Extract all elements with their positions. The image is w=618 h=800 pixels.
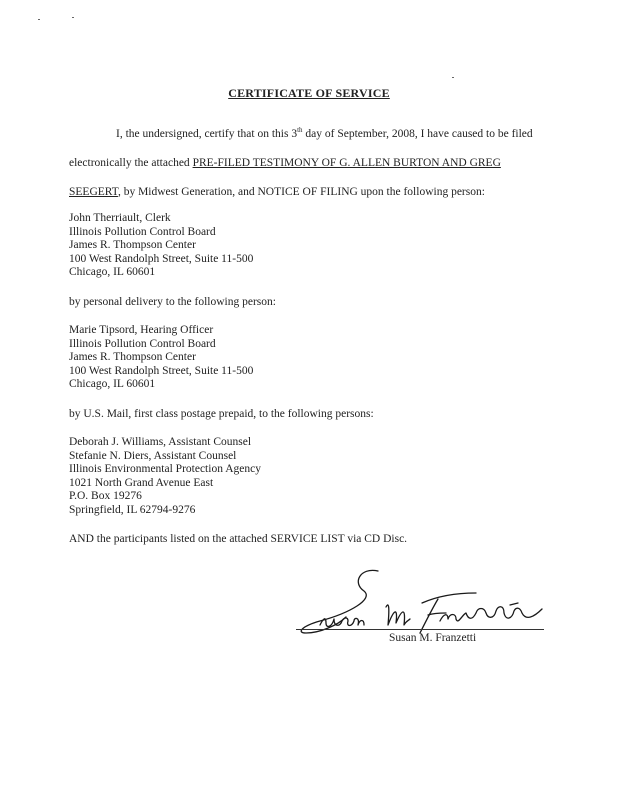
address-line: Stefanie N. Diers, Assistant Counsel	[69, 449, 237, 462]
signature-line	[296, 629, 544, 630]
address-line: 1021 North Grand Avenue East	[69, 476, 214, 489]
delivery-method-personal: by personal delivery to the following person:	[69, 296, 276, 308]
address-line: Illinois Pollution Control Board	[69, 225, 216, 238]
address-line: Marie Tipsord, Hearing Officer	[69, 324, 214, 336]
scan-speck	[72, 17, 74, 18]
address-line: Illinois Environmental Protection Agency	[69, 463, 261, 475]
address-line: Chicago, IL 60601	[69, 378, 156, 390]
ordinal-suffix: th	[297, 126, 303, 134]
delivery-method-mail: by U.S. Mail, first class postage prepaid, to the following persons:	[69, 408, 374, 420]
testimony-link-part-2: SEEGERT	[69, 186, 118, 198]
address-line: 100 West Randolph Street, Suite 11-500	[69, 252, 254, 265]
recipient-address-hearing-officer	[69, 324, 253, 392]
intro-line-3-text: , by Midwest Generation, and NOTICE OF FILING upon the following person:	[117, 186, 485, 198]
scan-speck	[452, 77, 454, 78]
address-line: P.O. Box 19276	[69, 490, 142, 502]
address-line: Deborah J. Williams, Assistant Counsel	[69, 436, 252, 448]
document-title: CERTIFICATE OF SERVICE	[228, 86, 390, 100]
signer-name: Susan M. Franzetti	[389, 632, 477, 644]
intro-line-1-rest: day of September, 2008, I have caused to be filed	[302, 128, 533, 140]
closing-statement: AND the participants listed on the attached SERVICE LIST via CD Disc.	[69, 533, 408, 545]
address-line: James R. Thompson Center	[69, 239, 196, 251]
intro-line-1-text: I, the undersigned, certify that on this 3	[116, 128, 298, 140]
address-line: 100 West Randolph Street, Suite 11-500	[69, 364, 254, 377]
recipient-address-clerk	[69, 212, 253, 280]
intro-line-1	[116, 128, 533, 140]
testimony-link-part-1: PRE-FILED TESTIMONY OF G. ALLEN BURTON AND GREG	[192, 157, 501, 169]
address-line: John Therriault, Clerk	[69, 212, 171, 224]
address-line: Springfield, IL 62794-9276	[69, 503, 196, 516]
recipient-address-epa	[69, 436, 261, 517]
address-line: Chicago, IL 60601	[69, 266, 156, 278]
intro-line-2	[69, 157, 501, 169]
address-line: Illinois Pollution Control Board	[69, 337, 216, 350]
intro-line-3	[69, 186, 485, 198]
scan-speck	[38, 19, 40, 20]
address-line: James R. Thompson Center	[69, 351, 196, 363]
intro-line-2-text: electronically the attached	[69, 157, 193, 169]
